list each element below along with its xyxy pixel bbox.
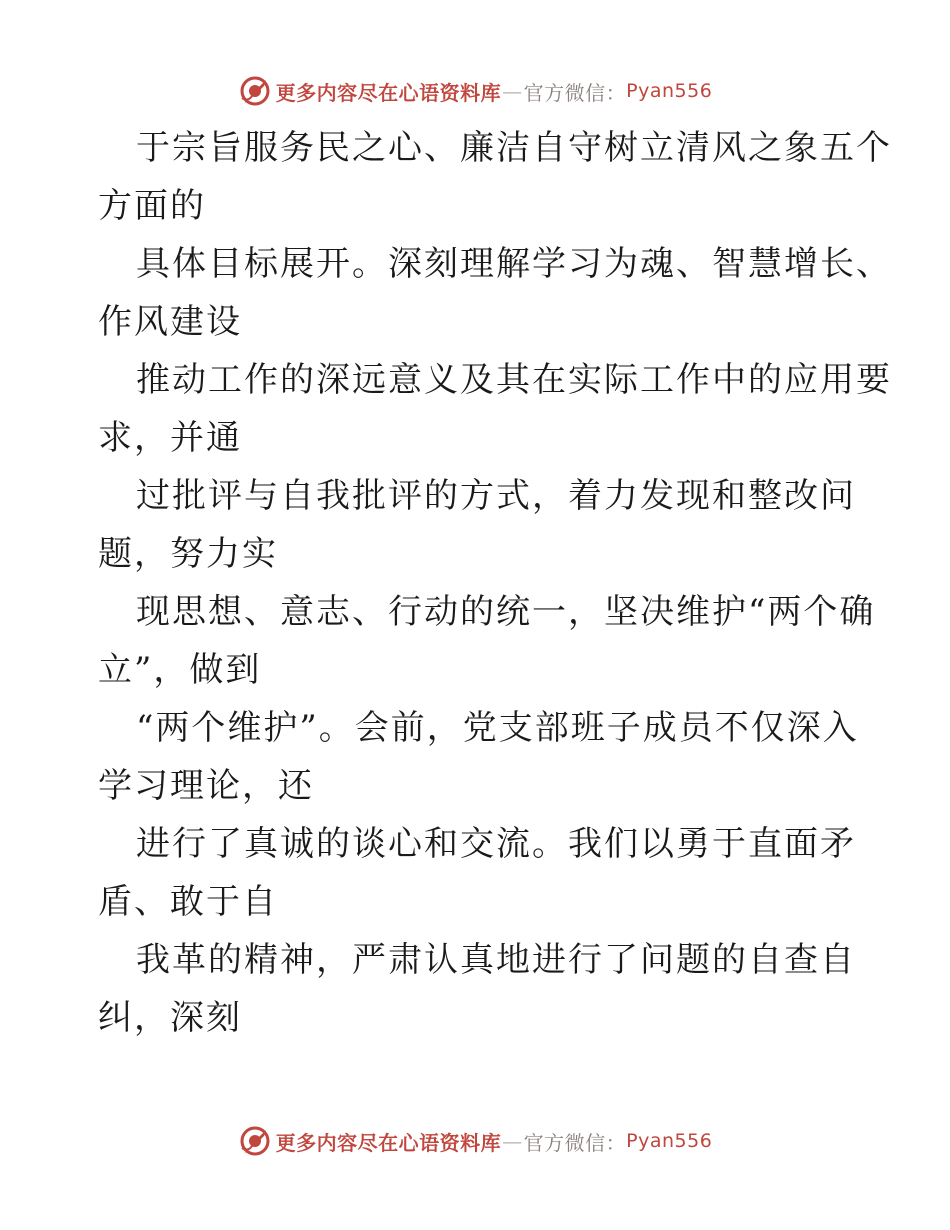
watermark-wechat-id: Pyan556 [626,80,713,102]
watermark-wechat-label: 官方微信： [523,80,627,105]
watermark-wechat-id: Pyan556 [626,1130,713,1152]
body-line: 学习理论，还 [98,766,314,806]
watermark-dash: — [502,1129,523,1153]
body-line: “两个维护”。会前，党支部班子成员不仅深入 [136,708,859,748]
body-line: 盾、敢于自 [98,882,278,922]
watermark-site-text: 更多内容尽在心语资料库 [275,1130,502,1155]
footer-watermark [0,1121,950,1161]
body-line: 题，努力实 [98,534,278,574]
body-line: 立”，做到 [98,650,262,690]
body-line: 现思想、意志、行动的统一，坚决维护“两个确 [136,592,876,632]
body-text [98,119,892,1047]
body-line: 进行了真诚的谈心和交流。我们以勇于直面矛 [136,824,856,864]
quill-seal-icon [238,74,272,108]
body-line: 纠，深刻 [98,998,242,1038]
watermark-dash: — [502,79,523,103]
header-watermark [0,71,950,111]
watermark-site-text: 更多内容尽在心语资料库 [275,80,502,105]
quill-seal-icon [238,1124,272,1158]
body-line: 推动工作的深远意义及其在实际工作中的应用要 [136,360,892,400]
body-line: 于宗旨服务民之心、廉洁自守树立清风之象五个 [136,128,892,168]
body-line: 我革的精神，严肃认真地进行了问题的自查自 [136,940,856,980]
body-line: 方面的 [98,186,206,226]
body-line: 过批评与自我批评的方式，着力发现和整改问 [136,476,856,516]
watermark-wechat-label: 官方微信： [523,1130,627,1155]
body-line: 求，并通 [98,418,242,458]
body-line: 具体目标展开。深刻理解学习为魂、智慧增长、 [136,244,892,284]
body-line: 作风建设 [98,302,242,342]
